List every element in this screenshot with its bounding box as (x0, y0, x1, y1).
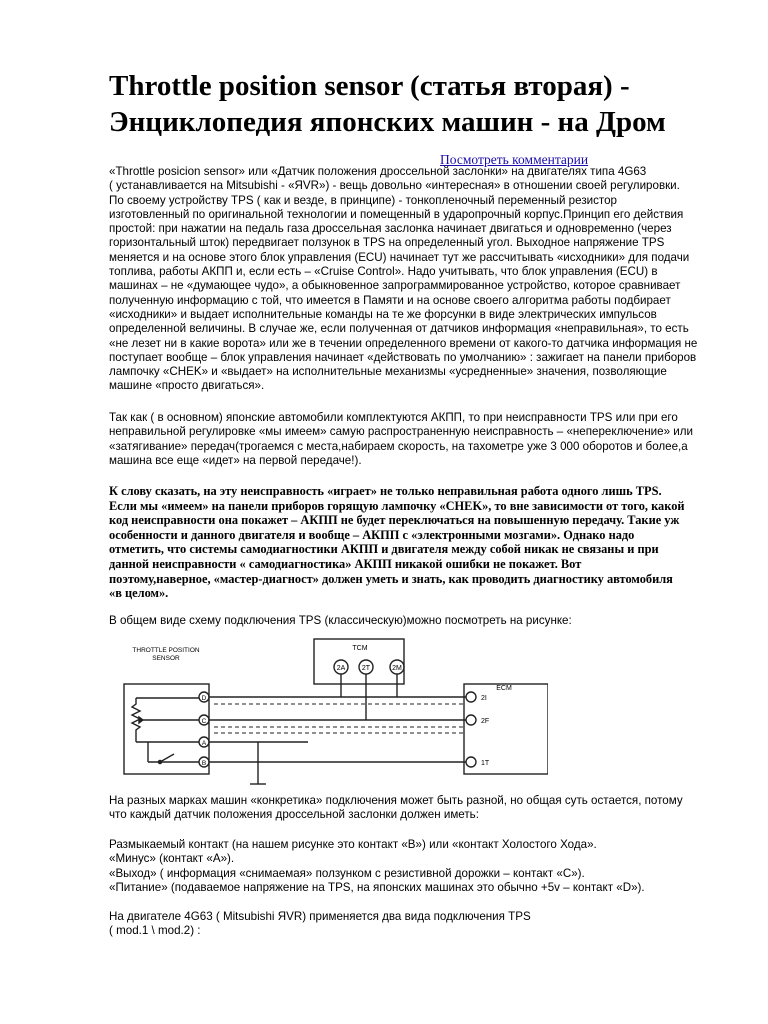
ecm-pin-label: 2F (481, 718, 490, 725)
text-line: «Throttle posicion sensor» или «Датчик положения дроссельной заслонки» на двигателях типа 4G63 (109, 165, 647, 178)
text-line: код неисправности она покажет – АКПП не будет переключаться на повышенную передачу. Такие уж (109, 513, 680, 528)
page-title (109, 68, 729, 140)
ecm-pin-label: 2I (481, 695, 487, 702)
text-line: «исходники» и выдает исполнительные команды на те же форсунки в виде электрических импульсов (109, 307, 657, 321)
paragraph-diagram-intro (109, 614, 719, 628)
sensor-label-2: SENSOR (152, 655, 180, 662)
text-line: «Питание» (подаваемое напряжение на TPS, на японских машинах это обычно +5v – контакт «D»). (109, 880, 645, 894)
sensor-pin-label: C (201, 718, 207, 725)
text-line: ( mod.1 \ mod.2) : (109, 924, 201, 938)
text-line: изготовленный по оригинальной технологии и помещенный в ударопрочный корпус.Принцип его действия (109, 207, 684, 221)
text-line: что каждый датчик положения дроссельной заслонки должен иметь: (109, 808, 479, 822)
text-line: К слову сказать, на эту неисправность «играет» не только неправильная работа одного лишь TPS. (109, 484, 662, 498)
tcm-label: TCM (352, 645, 368, 652)
text-line: На двигателе 4G63 ( Mitsubishi ЯVR) применяется два вида подключения TPS (109, 910, 531, 923)
text-line: определенной величины. В случае же, если полученная от датчиков информация «неправильная», то есть (109, 322, 689, 336)
tcm-pin-label: 2M (392, 665, 402, 672)
text-line: данной неисправности « самодиагностика» АКПП никакой ошибки не покажет. Вот (109, 556, 582, 571)
text-line: «Минус» (контакт «А»). (109, 852, 235, 866)
text-line: особенности и данного двигателя и вообще – АКПП с «электронными мозгами». Однако надо (109, 527, 635, 542)
text-line: меняется и на основе этого блок управления (ECU) начинает тут же рассчитывать «исходники» для подачи (109, 250, 690, 264)
text-line: По своему устройству TPS ( как и везде, в принципе) - тонкопленочный переменный резистор (109, 193, 617, 207)
paragraph-tps-description (109, 165, 719, 394)
title-line-1: Throttle position sensor (статья вторая) - (109, 70, 630, 102)
text-line: На разных марках машин «конкретика» подключения может быть разной, но общая суть остается, потому (109, 794, 683, 807)
text-line: машине «просто двигаться». (109, 379, 265, 393)
paragraph-contact-list (109, 838, 719, 895)
text-line: горизонтальный шток) передвигает ползунок в TPS на определенный угол. Выходное напряжение TPS (109, 236, 665, 250)
tcm-pin-label: 2A (336, 665, 346, 672)
text-line: отметить, что системы самодиагностики АКПП и двигателя между собой никак не связаны и при (109, 542, 659, 557)
text-line: простой: при нажатии на педаль газа дроссельная заслонка начинает двигаться и одновременно (через (109, 222, 672, 236)
text-line: поэтому,наверное, «мастер-диагност» должен уметь и знать, как проводить диагностику автомобиля (109, 571, 673, 586)
text-line: машина все еще «идет» на первой передаче!). (109, 453, 362, 467)
view-comments-link[interactable]: Посмотреть комментарии (440, 152, 589, 167)
paragraph-brands-note (109, 794, 719, 823)
sensor-pin-label: B (201, 760, 207, 767)
sensor-pin-label: D (201, 695, 207, 702)
text-line: Размыкаемый контакт (на нашем рисунке это контакт «В») или «контакт Холостого Хода». (109, 838, 597, 851)
text-line: «Выход» ( информация «снимаемая» ползунком с резистивной дорожки – контакт «С»). (109, 866, 585, 880)
text-line: неправильной регулировке «мы имеем» самую распространенную неисправность – «непереключение» или (109, 425, 693, 439)
ecm-pin-label: 1T (481, 760, 490, 767)
paragraph-akpp-fault (109, 411, 719, 468)
text-line: лампочку «CHEK» и «выдает» на исполнительные механизмы «усредненные» значения, позволяющие (109, 365, 667, 379)
text-line: «не лезет ни в какие ворота» или же в течении определенного времени от какого-то датчика информация не (109, 336, 698, 350)
title-line-2: Энциклопедия японских машин - на Дром (109, 106, 666, 138)
tps-wiring-diagram (108, 638, 548, 790)
text-line: поступает вообще – блок управления начинает «действовать по умолчанию» : зажигает на панели приборов (109, 350, 697, 364)
text-line: Если мы «имеем» на панели приборов горящую лампочку «CHEK», то вне зависимости от того, какой (109, 498, 685, 513)
text-line: В общем виде схему подключения TPS (классическую)можно посмотреть на рисунке: (109, 614, 572, 627)
sensor-label-1: THROTTLE POSITION (132, 647, 200, 654)
text-line: «затягивание» передач(трогаемся с места,набираем скорость, на тахометре уже 3 000 оборотов и более,а (109, 439, 688, 453)
text-line: ( устанавливается на Mitsubishi - «ЯVR») - вещь довольно «интересная» в отношении своей регулировки. (109, 179, 680, 193)
text-line: «в целом». (109, 586, 169, 601)
text-line: Так как ( в основном) японские автомобили комплектуются АКПП, то при неисправности TPS или при его (109, 411, 678, 424)
tcm-pin-label: 2T (361, 665, 371, 672)
paragraph-4g63-modes (109, 910, 719, 939)
sensor-pin-label: A (201, 740, 207, 747)
text-line: машинах – не «думающее чудо», а обыкновенное запрограммированное устройство, которое сравнивает (109, 279, 681, 293)
paragraph-check-lamp-note (109, 484, 719, 601)
ecm-label: ECM (496, 685, 512, 692)
text-line: топлива, работы АКПП и, если есть – «Cruise Control». Надо учитывать, что блок управления (ECU) в (109, 265, 658, 279)
text-line: полученную информацию с той, что имеется в Памяти и на основе своего алгоритма работы подбирает (109, 293, 671, 307)
